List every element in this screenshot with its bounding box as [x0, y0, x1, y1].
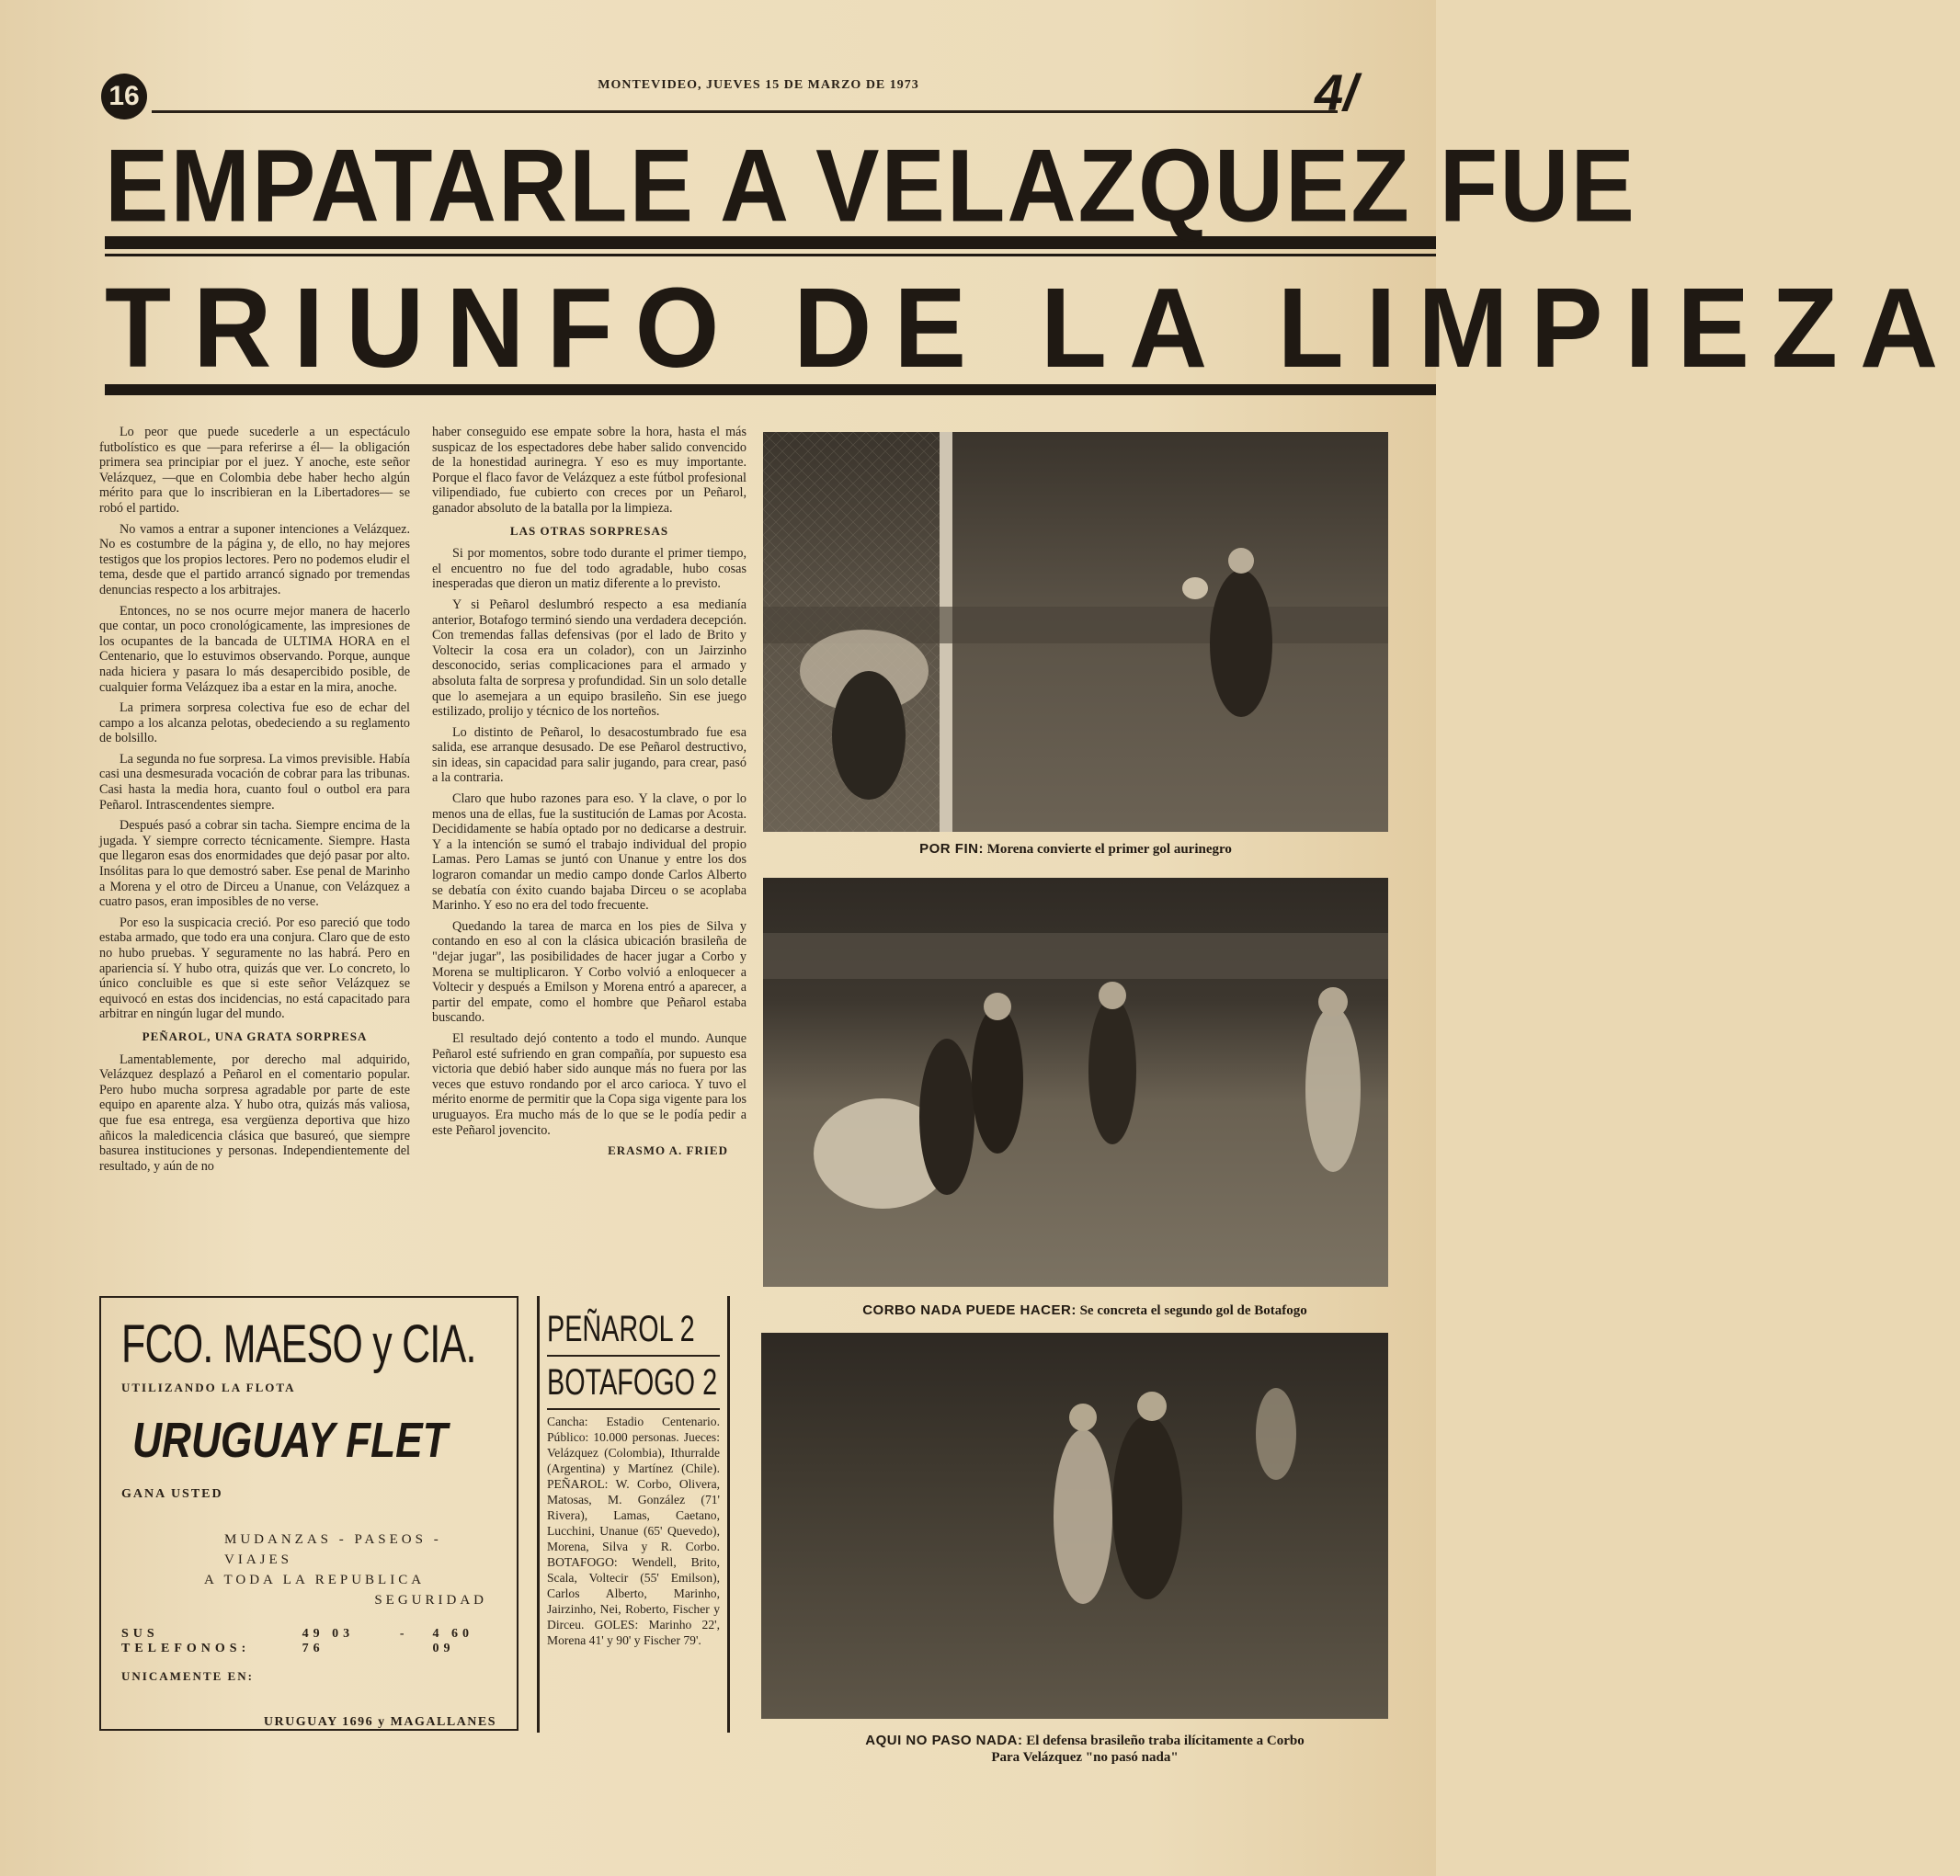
article-paragraph: Lamentablemente, por derecho mal adquirido, Velázquez desplazó a Peñarol en el comentario popular. Pero hubo mucha sorpresa agradable por parte de este equipo en aparente alza. Y hubo otra, quizás más valiosa, que fue esa entrega, esa vergüenza deportiva que hizo añicos la maledicencia clásica que basureó, que siempre basurea instituciones y personas. Independientemente del resultado, y aún de no [99, 1052, 410, 1174]
score-team-2: BOTAFOGO 2 [547, 1362, 718, 1403]
article-paragraph: Lo peor que puede sucederle a un espectáculo futbolístico es que —para referirse a él— la obligación primera sea principiar por el juez. Y anoche, este señor Velázquez, —que en Colombia debe haber hecho algún mérito para que lo inscribieran en la Libertadores— se robó el partido. [99, 425, 410, 516]
match-details-text: Cancha: Estadio Centenario. Público: 10.000 personas. Jueces: Velázquez (Colombia), Ithurralde (Argentina) y Martínez (Chile). PEÑAROL: W. Corbo, Olivera, Matosas, M. González (71' Rivera), Lamas, Caetano, Lucchini, Unanue (65' Quevedo), Morena, Silva y R. Corbo. BOTAFOGO: Wendell, Brito, Scala, Voltecir (55' Emilson), Carlos Alberto, Marinho, Jairzinho, Nei, Roberto, Fischer y Dirceu. GOLES: Marinho 22', Morena 41' y 90' y Fischer 79'. [547, 1415, 720, 1647]
article-paragraph: Entonces, no se nos ocurre mejor manera de hacerlo que contar, un poco cronológicamente, las impresiones de los ocupantes de la bancada de ULTIMA HORA en el Centenario, que lo estuvimos observando. Porque, aunque nada hiciera y pasara lo más desapercibido posible, de cualquier forma Velázquez iba a estar en la mira, anoche. [99, 603, 410, 695]
newspaper-logo-mark: 4/ [1315, 63, 1358, 121]
ad-services-line-3: SEGURIDAD [374, 1593, 487, 1608]
article-paragraph: No vamos a entrar a suponer intenciones a Velázquez. No es costumbre de la página y, de ello, no hay mejores testigos que los propios lectores. Pero no podemos eludir el tema, desde que el partido arrancó signado por tremendas denuncias respecto a los arbitrajes. [99, 521, 410, 597]
caption-text: El defensa brasileño traba ilícitamente a Corbo [1026, 1734, 1305, 1748]
caption-label: AQUI NO PASO NADA: [865, 1733, 1023, 1748]
ad-using-fleet: UTILIZANDO LA FLOTA [121, 1381, 296, 1394]
headline-line-1: EMPATARLE A VELAZQUEZ FUE [105, 128, 1636, 244]
headline-rule-thin [105, 254, 1436, 256]
photo-foul-corbo [761, 1333, 1388, 1719]
ad-services-line-2: A TODA LA REPUBLICA [204, 1573, 426, 1587]
article-column-1 [99, 425, 410, 1179]
advertisement-maeso [99, 1296, 518, 1731]
photo-goal-morena [763, 432, 1388, 832]
ad-brand: URUGUAY FLET [132, 1413, 448, 1468]
ad-phones-label: SUS TELEFONOS: [121, 1627, 251, 1655]
photo-foul-corbo-image [761, 1333, 1388, 1719]
caption-text-line-2: Para Velázquez "no pasó nada" [991, 1750, 1179, 1765]
ad-services [121, 1529, 496, 1610]
ad-phones [121, 1627, 496, 1656]
caption-label: CORBO NADA PUEDE HACER: [862, 1302, 1077, 1318]
ad-phone-separator: - [399, 1627, 409, 1641]
article-paragraph: Claro que hubo razones para eso. Y la clave, o por lo menos una de ellas, fue la sustitución de Lamas por Acosta. Decididamente se había optado por no dedicarse a destruir. Y a la intención se sumó el trabajo individual del propio Lamas. Pero Lamas se juntó con Unanue y entre los dos lograron comandar un medio campo donde Carlos Alberto se debatía con éxito cuando bajaba Dirceu o se acoplaba Marinho. Y eso no era del todo frecuente. [432, 791, 746, 914]
ad-company-name: FCO. MAESO y CIA. [121, 1314, 476, 1374]
photo-second-goal-image [763, 878, 1388, 1287]
caption-text: Se concreta el segundo gol de Botafogo [1079, 1303, 1307, 1318]
article-paragraph: Y si Peñarol deslumbró respecto a esa medianía anterior, Botafogo terminó siendo una verdadera decepción. Con tremendas fallas defensivas (por el lado de Brito y Voltecir la cosa era un colador), con un Jairzinho desconocido, serias complicaciones para el armado y absoluta falta de sorpresa y profundidad. Sin un solo detalle que lo asemejara a un equipo brasileño. Sin ese juego estilizado, prolijo y técnico de los norteños. [432, 597, 746, 720]
article-paragraph: La primera sorpresa colectiva fue eso de echar del campo a los alcanza pelotas, obedeciendo a su reglamento de bolsillo. [99, 700, 410, 746]
match-scorebox [537, 1296, 730, 1733]
headline-line-2: TRIUNFO DE LA LIMPIEZA [105, 264, 1960, 392]
photo-caption-2 [763, 1302, 1407, 1319]
article-paragraph: Si por momentos, sobre todo durante el primer tiempo, el encuentro no fue del todo agradable, hubo cosas inesperadas que dieron un matiz diferente a lo previsto. [432, 546, 746, 592]
article-paragraph: La segunda no fue sorpresa. La vimos previsible. Había casi una desmesurada vocación de cobrar para las tribunas. Casi hasta la media hora, cuanto foul o outbol era para Peñarol. Intrascendentes siempre. [99, 751, 410, 813]
photo-second-goal [763, 878, 1388, 1287]
caption-text: Morena convierte el primer gol aurinegro [986, 842, 1232, 857]
dateline-rule [152, 110, 1338, 113]
article-column-2 [432, 425, 746, 1159]
page-number-badge: 16 [101, 74, 147, 119]
article-subhead: LAS OTRAS SORPRESAS [509, 523, 669, 538]
article-subhead: PEÑAROL, UNA GRATA SORPRESA [142, 1029, 368, 1043]
match-details [547, 1414, 720, 1648]
article-paragraph: El resultado dejó contento a todo el mundo. Aunque Peñarol esté sufriendo en gran compañía, por supuesto esa victoria que debió haber sido aunque más no fuera por las veces que estuvo rondando por el arco carioca. Y tuvo el mérito enorme de permitir que la Copa siga vigente para los uruguayos. Era mucho más de lo que se le podía pedir a este Peñarol jovencito. [432, 1030, 746, 1138]
ad-address: URUGUAY 1696 y MAGALLANES [263, 1715, 496, 1729]
ad-gana-usted: GANA USTED [121, 1487, 223, 1501]
photo-caption-3 [763, 1733, 1407, 1766]
article-paragraph: Quedando la tarea de marca en los pies de Silva y contando en eso al con la clásica ubicación brasileña de "dejar jugar", las posibilidades de hacer jugar a Corbo y Morena se multiplicaron. Y Corbo volvió a enloquecer a Voltecir y después a Emilson y Morena entró a aparecer, a partir del empate, como el hombre que Peñarol estaba buscando. [432, 918, 746, 1026]
caption-label: POR FIN: [919, 841, 984, 857]
dateline: MONTEVIDEO, JUEVES 15 DE MARZO DE 1973 [598, 78, 919, 92]
score-team-1: PEÑAROL 2 [547, 1309, 695, 1349]
photo-caption-1 [763, 841, 1388, 858]
article-paragraph: Después pasó a cobrar sin tacha. Siempre encima de la jugada. Y siempre correcto técnicamente. Siempre. Hasta que llegaron esas dos enormidades que dejó pasar por alto. Insólitas para lo que demostró saber. Ese penal de Marinho a Morena y el otro de Dirceu a Unanue, con Velázquez a cuatro pasos, eran imposibles de no verse. [99, 818, 410, 910]
score-divider [547, 1408, 720, 1410]
ad-phone-2: 4 60 09 [432, 1627, 474, 1655]
ad-services-line-1: MUDANZAS - PASEOS - VIAJES [224, 1532, 442, 1567]
article-byline: ERASMO A. FRIED [608, 1143, 728, 1158]
ad-phone-1: 49 03 76 [302, 1627, 355, 1655]
article-paragraph: Por eso la suspicacia creció. Por eso pareció que todo estaba armado, que todo era una conjura. Claro que de esto no hubo pruebas. Y seguramente no las habrá. Pero en apariencia sí. Y hubo otra, quizás que ver. Lo concreto, lo único concluible es que si este señor Velázquez se equivocó en estas dos incidencias, no está capacitado para arbitrar en ningún lugar del mundo. [99, 915, 410, 1022]
photo-goal-morena-image [763, 432, 1388, 832]
article-paragraph: Lo distinto de Peñarol, lo desacostumbrado fue esa salida, ese arranque desusado. De ese Peñarol destructivo, sin ideas, sin capacidad para salir jugando, para crear, pasó a la contraria. [432, 724, 746, 786]
article-paragraph: haber conseguido ese empate sobre la hora, hasta el más suspicaz de los espectadores debe haber salido convencido de la honestidad aurinegra. Y eso es muy importante. Porque el flaco favor de Velázquez a este fútbol profesional vilipendiado, fue cubierto con creces por un Peñarol, ganador absoluto de la batalla por la limpieza. [432, 425, 746, 516]
ad-only-in: UNICAMENTE EN: [121, 1669, 254, 1683]
